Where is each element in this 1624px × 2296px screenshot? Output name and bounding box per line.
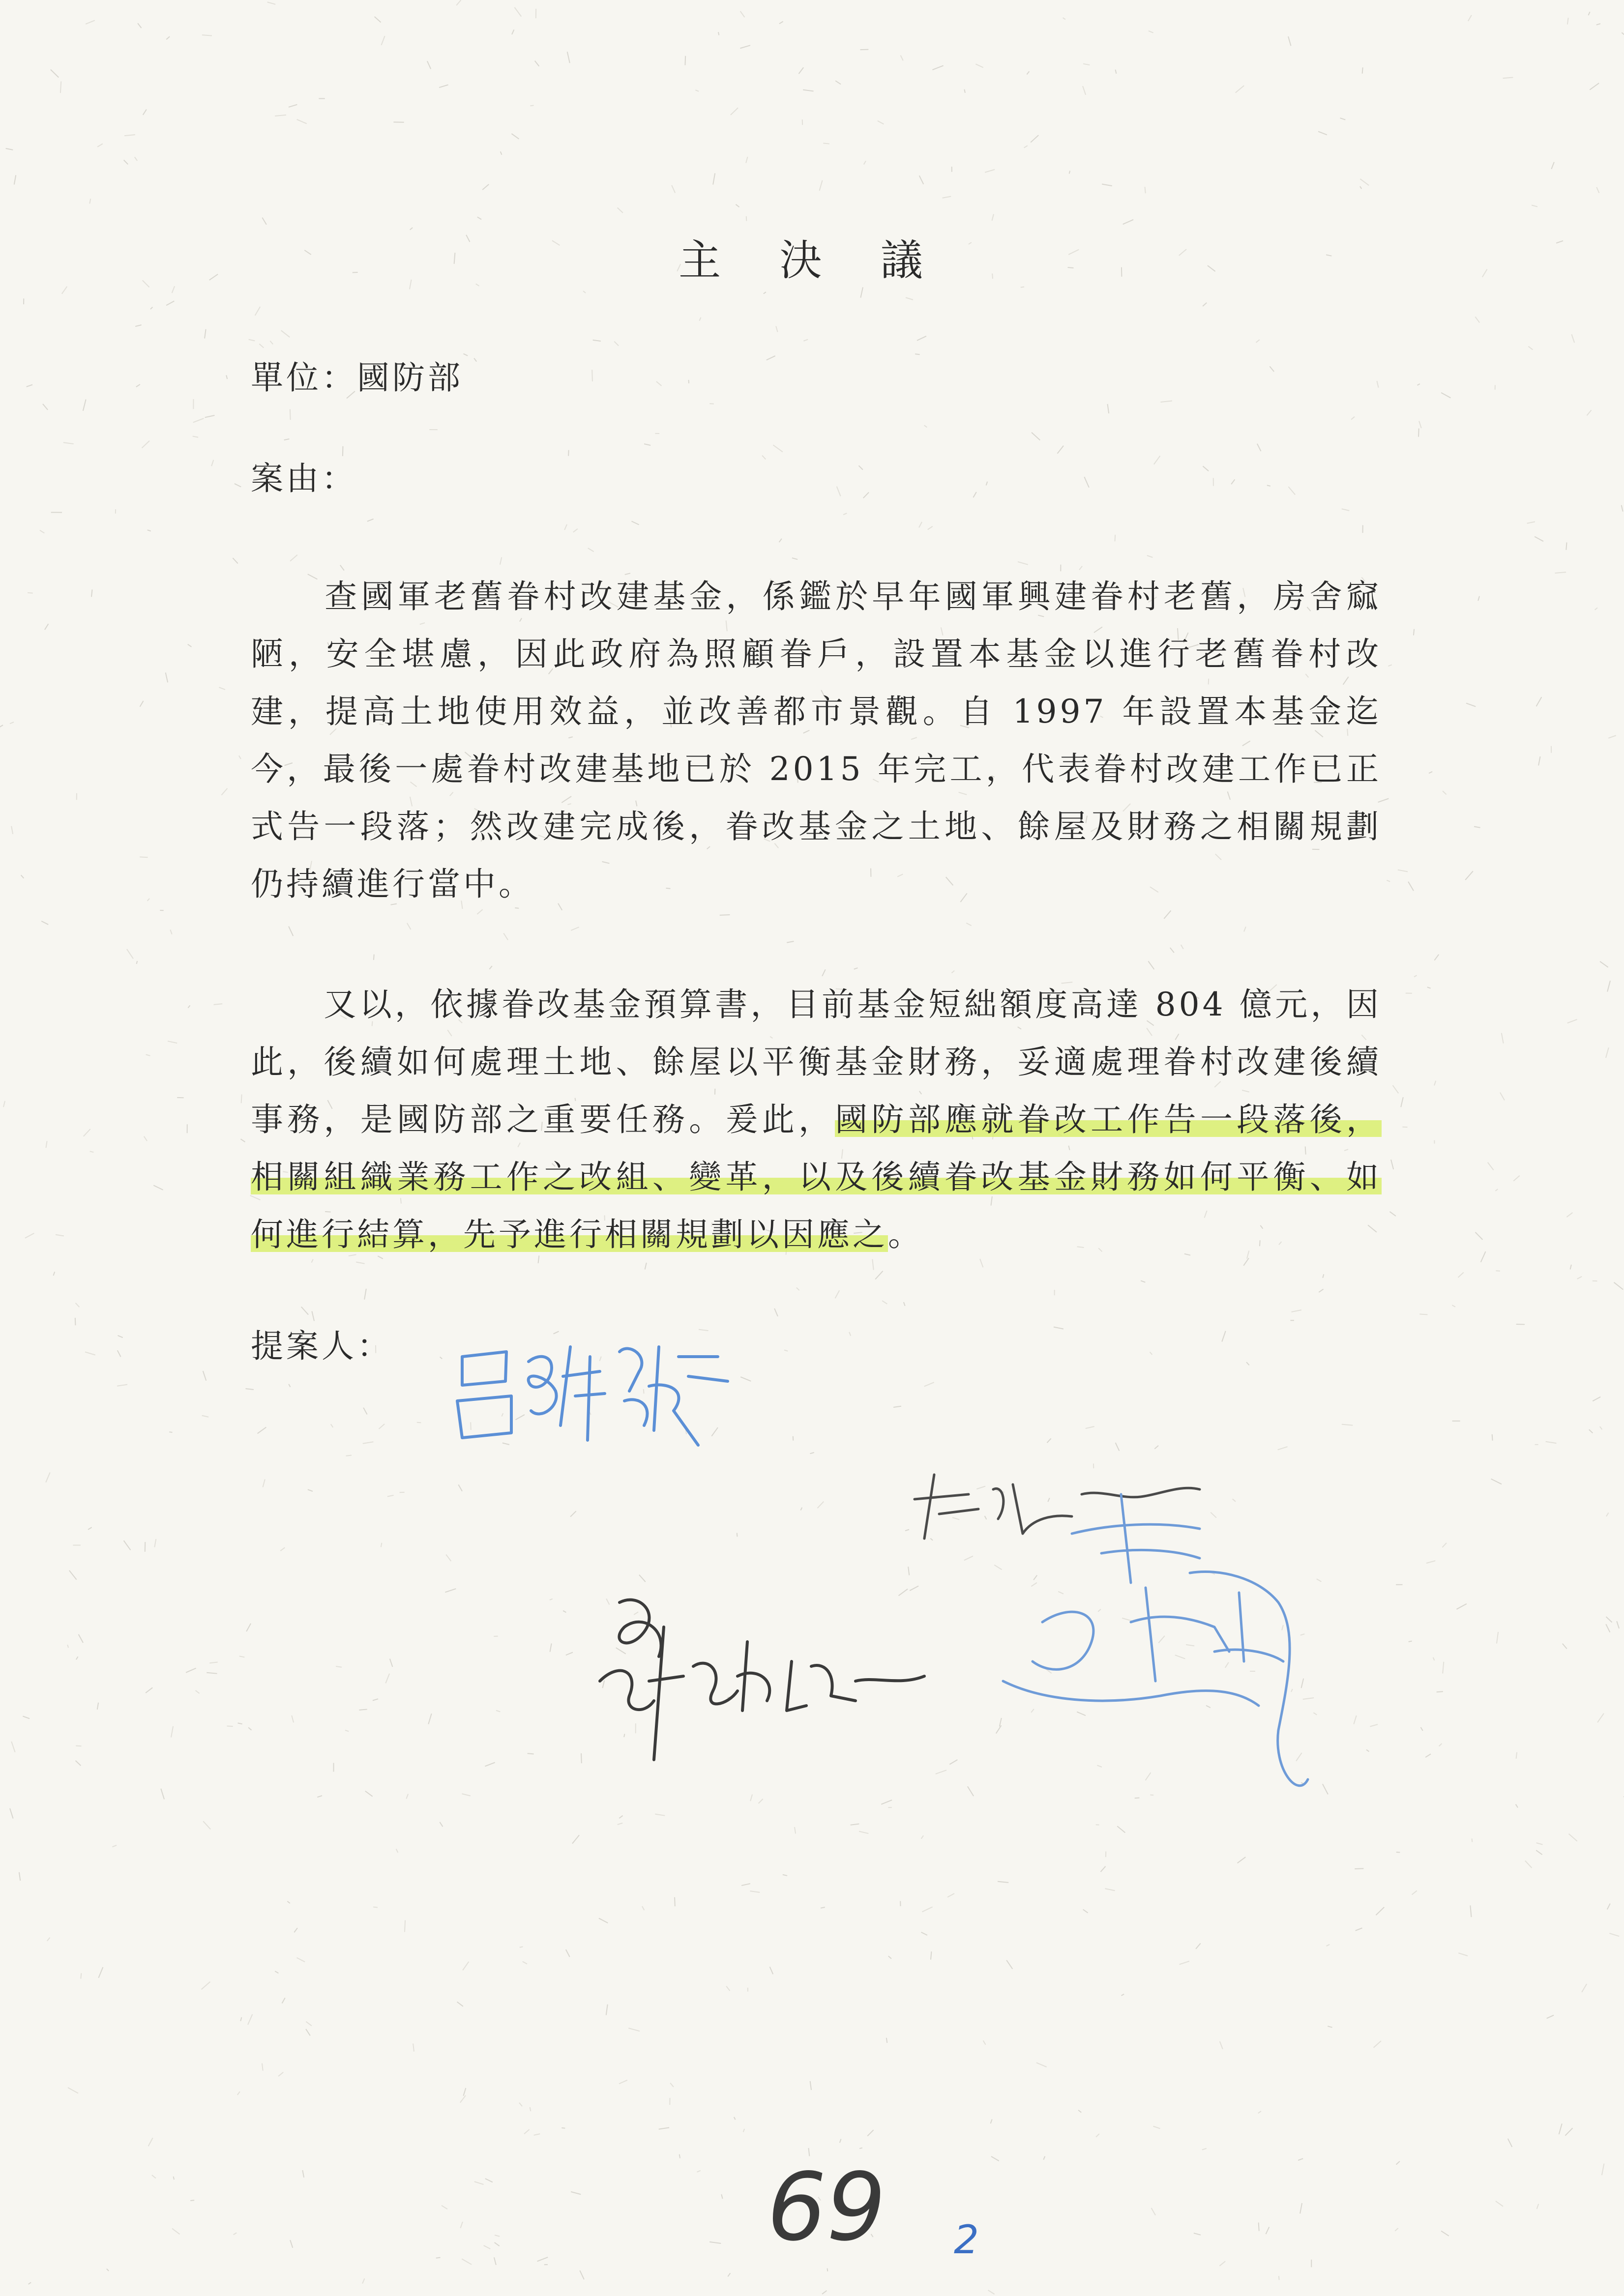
paragraph-2-end: 。 bbox=[888, 1216, 923, 1253]
reason-label: 案由： bbox=[251, 460, 357, 497]
signature-3 bbox=[580, 1583, 964, 1789]
page-number-mark: 2 bbox=[954, 2217, 979, 2263]
document-title: 主 決 議 bbox=[679, 236, 945, 285]
proposer-label: 提案人： bbox=[251, 1327, 392, 1365]
highlighted-text: 國防部應就眷改工作告一段落後，相關組織業務工作之改組、變革，以及後續眷改基金財務如何平衡、如何進行結算，先予進行相關規劃以因應之 bbox=[251, 1101, 1382, 1253]
unit-line: 單位：國防部 bbox=[251, 359, 463, 397]
paragraph-2-text: 又以，依據眷改基金預算書，目前基金短絀額度高達 804 億元，因此，後續如何處理土地、餘屋以平衡基金財務，妥適處理眷村改建後續事務，是國防部之重要任務。爰此， bbox=[251, 986, 1382, 1138]
paragraph-1-text: 查國軍老舊眷村改建基金，係鑑於早年國軍興建眷村老舊，房舍窳陋，安全堪慮，因此政府為照顧眷戶，設置本基金以進行老舊眷村改建，提高土地使用效益，並改善都市景觀。自 1997 年設置本基金迄今，最後一處眷村改建基地已於 2015 年完工，代表眷村改建工作已正式告一段落；然改建完成後，眷改基金之土地、餘屋及財務之相關規劃仍持續進行當中。 bbox=[251, 578, 1382, 903]
page-number: 69 bbox=[767, 2153, 886, 2262]
signature-1 bbox=[443, 1327, 747, 1455]
signature-4 bbox=[983, 1475, 1337, 1819]
paragraph-2 bbox=[251, 976, 1382, 1263]
paragraph-1 bbox=[251, 568, 1382, 913]
